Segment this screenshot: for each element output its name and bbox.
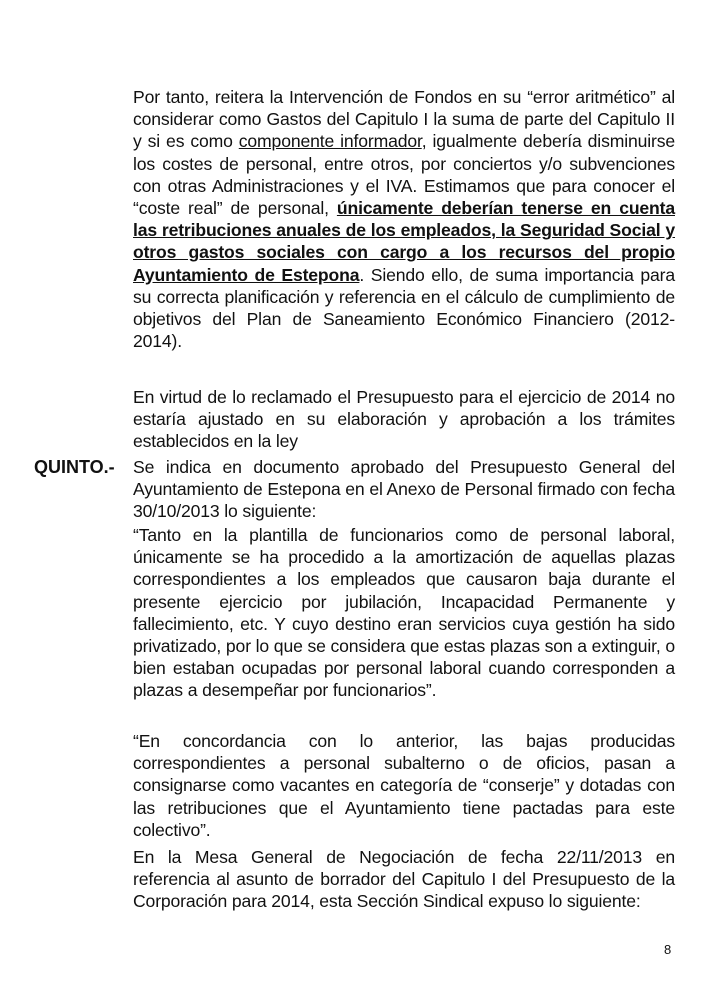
paragraph-text: , igualmente debería disminuirse los costes de personal, entre otros, por conciertos y/o subvenciones con otras Administraciones y el IVA. Estimamos que para conocer el “coste real” de personal, bbox=[133, 131, 675, 219]
bold-underlined-phrase: únicamente deberían tenerse en cuenta las retribuciones anuales de los empleados, la Seguridad Social y otros gastos sociales con cargo a los recursos del propio Ayuntamiento de Estepona bbox=[133, 198, 675, 285]
paragraph-text: En la Mesa General de Negociación de fecha 22/11/2013 en referencia al asunto de borrador del Capitulo I del Presupuesto de la Corporación para 2014, esta Sección Sindical expuso lo siguiente: bbox=[133, 847, 675, 912]
quote-plantilla bbox=[133, 524, 675, 702]
page-number: 8 bbox=[664, 942, 672, 957]
paragraph-text: Se indica en documento aprobado del Presupuesto General del Ayuntamiento de Estepona en el Anexo de Personal firmado con fecha 30/10/2013 lo siguiente: bbox=[133, 457, 675, 522]
paragraph-virtud bbox=[133, 386, 675, 453]
paragraph-text: . Siendo ello, de suma importancia para su correcta planificación y referencia en el cálculo de cumplimiento de objetivos del Plan de Saneamiento Económico Financiero (2012-2014). bbox=[133, 264, 676, 352]
quote-concordancia bbox=[133, 730, 675, 841]
section-heading-quinto: QUINTO.- bbox=[34, 457, 115, 477]
paragraph-text: En virtud de lo reclamado el Presupuesto para el ejercicio de 2014 no estaría ajustado en su elaboración y aprobación a los trámites establecidos en la ley bbox=[133, 387, 675, 452]
underlined-phrase: componente informador bbox=[238, 131, 422, 152]
paragraph-intervencion bbox=[133, 86, 675, 352]
paragraph-text: Por tanto, reitera la Intervención de Fondos en su “error aritmético” al considerar como Gastos del Capitulo I la suma de parte del Capitulo II y si es como bbox=[133, 87, 675, 152]
quote-text: “Tanto en la plantilla de funcionarios como de personal laboral, únicamente se ha procedido a la amortización de aquellas plazas correspondientes a los empleados que causaron baja durante el presente ejercicio por jubilación, Incapacidad Permanente y fallecimiento, etc. Y cuyo destino eran servicios cuya gestión ha sido privatizado, por lo que se considera que estas plazas son a extinguir, o bien estaban ocupadas por personal laboral cuando corresponden a plazas a desempeñar por funcionarios”. bbox=[133, 525, 675, 701]
quote-text: “En concordancia con lo anterior, las bajas producidas correspondientes a personal subalterno o de oficios, pasan a consignarse como vacantes en categoría de “conserje” y dotadas con las retribuciones que el Ayuntamiento tiene pactadas para este colectivo”. bbox=[133, 731, 675, 840]
paragraph-quinto bbox=[133, 456, 675, 523]
paragraph-mesa-general bbox=[133, 846, 675, 913]
